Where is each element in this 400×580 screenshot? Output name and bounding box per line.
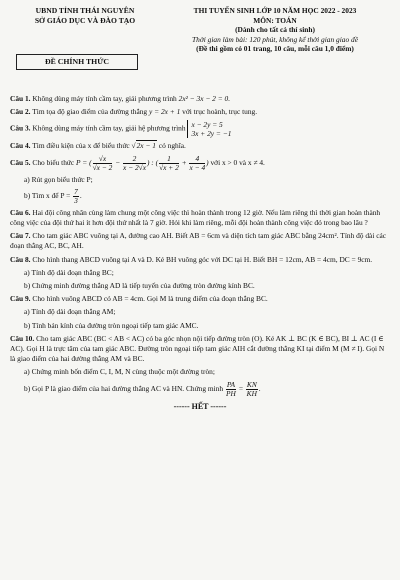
q6-text: Hai đội công nhân cùng làm chung một công việc thì hoàn thành trong 12 giờ. Nếu làm riêng thì thời gian hoàn thành công việc của đội thứ hai ít hơn đội thứ nhất là 7 giờ. Hỏi khi làm riêng, mỗi đội hoàn thành công việc đó trong bao lâu ? [10,207,381,228]
q4-sqrt-expr: √2x − 1 [131,141,156,151]
q4-tail: có nghĩa. [158,141,186,151]
q5-cond: với x > 0 và x ≠ 4. [210,157,265,167]
q10-f1-num: PA [226,379,235,389]
q5-b-fraction [73,188,79,205]
q3-eq2: 3x + 2y = −1 [191,129,232,139]
q5-b-text: b) Tìm x để P = [24,191,71,201]
org-name-1: UBND TỈNH THÁI NGUYÊN [35,6,135,15]
q3-eq1: x − 2y = 5 [191,120,223,130]
q10-f2-num: KN [246,379,257,389]
q1-label: Câu 1. [10,94,31,103]
q3-label: Câu 3. [10,124,31,134]
header [10,6,390,94]
exam-title: THI TUYỂN SINH LỚP 10 NĂM HỌC 2022 - 2023 [193,6,357,15]
q2-expr: y = 2x + 1 [148,107,181,117]
exam-info [160,6,390,54]
question-10 [10,334,390,365]
q8-part-a: a) Tính độ dài đoạn thẳng BC; [24,267,114,277]
question-5 [10,155,390,172]
question-9 [10,294,390,304]
q8-text: Cho hình thang ABCD vuông tại A và D. Kẻ BH vuông góc với DC tại H. Biết BH = 12cm, AB = 4cm, DC = 9cm. [32,254,373,264]
q5-label: Câu 5. [10,157,31,167]
q7-text: Cho tam giác ABC vuông tại A, đường cao AH. Biết AB = 6cm và diện tích tam giác ABC bằng 24cm². Tính độ dài các đoạn thẳng AC, BC, AH. [10,231,387,251]
questions [10,94,390,412]
q10-equals: = [238,383,244,393]
q8-part-b: b) Chứng minh đường thẳng AD là tiếp tuyến của đường tròn đường kính BC. [24,281,255,291]
official-stamp: ĐỀ CHÍNH THỨC [16,54,138,70]
q10-f2-den: KH [246,388,257,398]
q5-formula: P = ( $\frac{√x}{√x - 2}$ − $\frac{2}{x - 2√x}$ ) : ( $\frac{1}{√x + 2}$ + $\frac{4}{x - 4}$ ) [76,153,209,172]
q10-fraction-2 [246,381,258,398]
subject: MÔN: TOÁN [253,15,297,25]
q5-part-a: a) Rút gọn biểu thức P; [24,174,93,184]
q10-label: Câu 10. [10,333,35,343]
q10-part-b [24,381,390,398]
time-note: Thời gian làm bài: 120 phút, không kể thời gian giao đề [192,34,358,44]
q10-part-a: a) Chứng minh bốn điểm C, I, M, N cùng thuộc một đường tròn; [24,367,215,377]
q5-text: Cho biểu thức [32,157,75,167]
q1-expr: 2x² − 3x − 2 = 0. [178,94,231,103]
q9-part-b: b) Tính bán kính của đường tròn ngoại tiếp tam giác AMC. [24,320,199,330]
end-marker: ------ HẾT ------ [173,401,227,411]
question-2 [10,107,390,117]
q10-b-text: b) Gọi P là giao điểm của hai đường thẳng AC và HN. Chứng minh [24,383,224,393]
question-6 [10,208,390,228]
q9-part-a: a) Tính độ dài đoạn thẳng AM; [24,307,116,317]
q10-f1-den: PH [226,388,236,398]
q10-dot: . [258,383,261,393]
question-4 [10,141,390,151]
q4-radicand: 2x − 1 [136,141,156,151]
q10-text: Cho tam giác ABC (BC < AB < AC) có ba góc nhọn nội tiếp đường tròn (O). Kẻ AK ⊥ BC (K ∈ BC), BI ⊥ AC (I ∈ AC). Gọi H là trực tâm của tam giác ABC. Đường tròn ngoại tiếp tam giác AIH cắt đường thẳng KI tại điểm M (M ≠ I). Gọi N là giao điểm của hai đường thẳng AM và BC. [10,333,385,364]
q4-label: Câu 4. [10,141,31,151]
q5-b-den: 3 [74,195,78,205]
q10-fraction-1 [226,381,236,398]
question-7 [10,231,390,251]
q9-label: Câu 9. [10,294,31,304]
q2-label: Câu 2. [10,107,31,117]
q2-text: Tìm tọa độ giao điểm của đường thẳng [32,107,148,117]
question-3 [10,120,390,138]
q7-label: Câu 7. [10,231,31,241]
audience: (Dành cho tất cả thí sinh) [235,25,315,35]
q6-label: Câu 6. [10,207,31,217]
q3-system [187,120,231,138]
page-note: (Đề thi gồm có 01 trang, 10 câu, mỗi câu 1,0 điểm) [196,44,354,54]
q5-b-num: 7 [74,186,78,196]
question-1 [10,94,390,104]
q9-text: Cho hình vuông ABCD có AB = 4cm. Gọi M là trung điểm của đoạn thẳng BC. [32,294,268,304]
q2-tail: với trục hoành, trục tung. [182,107,258,117]
q5-part-b: b) Tìm x để P = $\frac{7}{3}$ . [24,186,82,205]
q3-text: Không dùng máy tính cầm tay, giải hệ phương trình [32,124,186,134]
question-8 [10,255,390,265]
q4-text: Tìm điều kiện của x để biểu thức [32,141,130,151]
issuer-block [10,6,160,25]
q1-text: Không dùng máy tính cầm tay, giải phương trình [32,94,177,103]
q8-label: Câu 8. [10,254,31,264]
org-name-2: SỞ GIÁO DỤC VÀ ĐÀO TẠO [34,15,136,25]
